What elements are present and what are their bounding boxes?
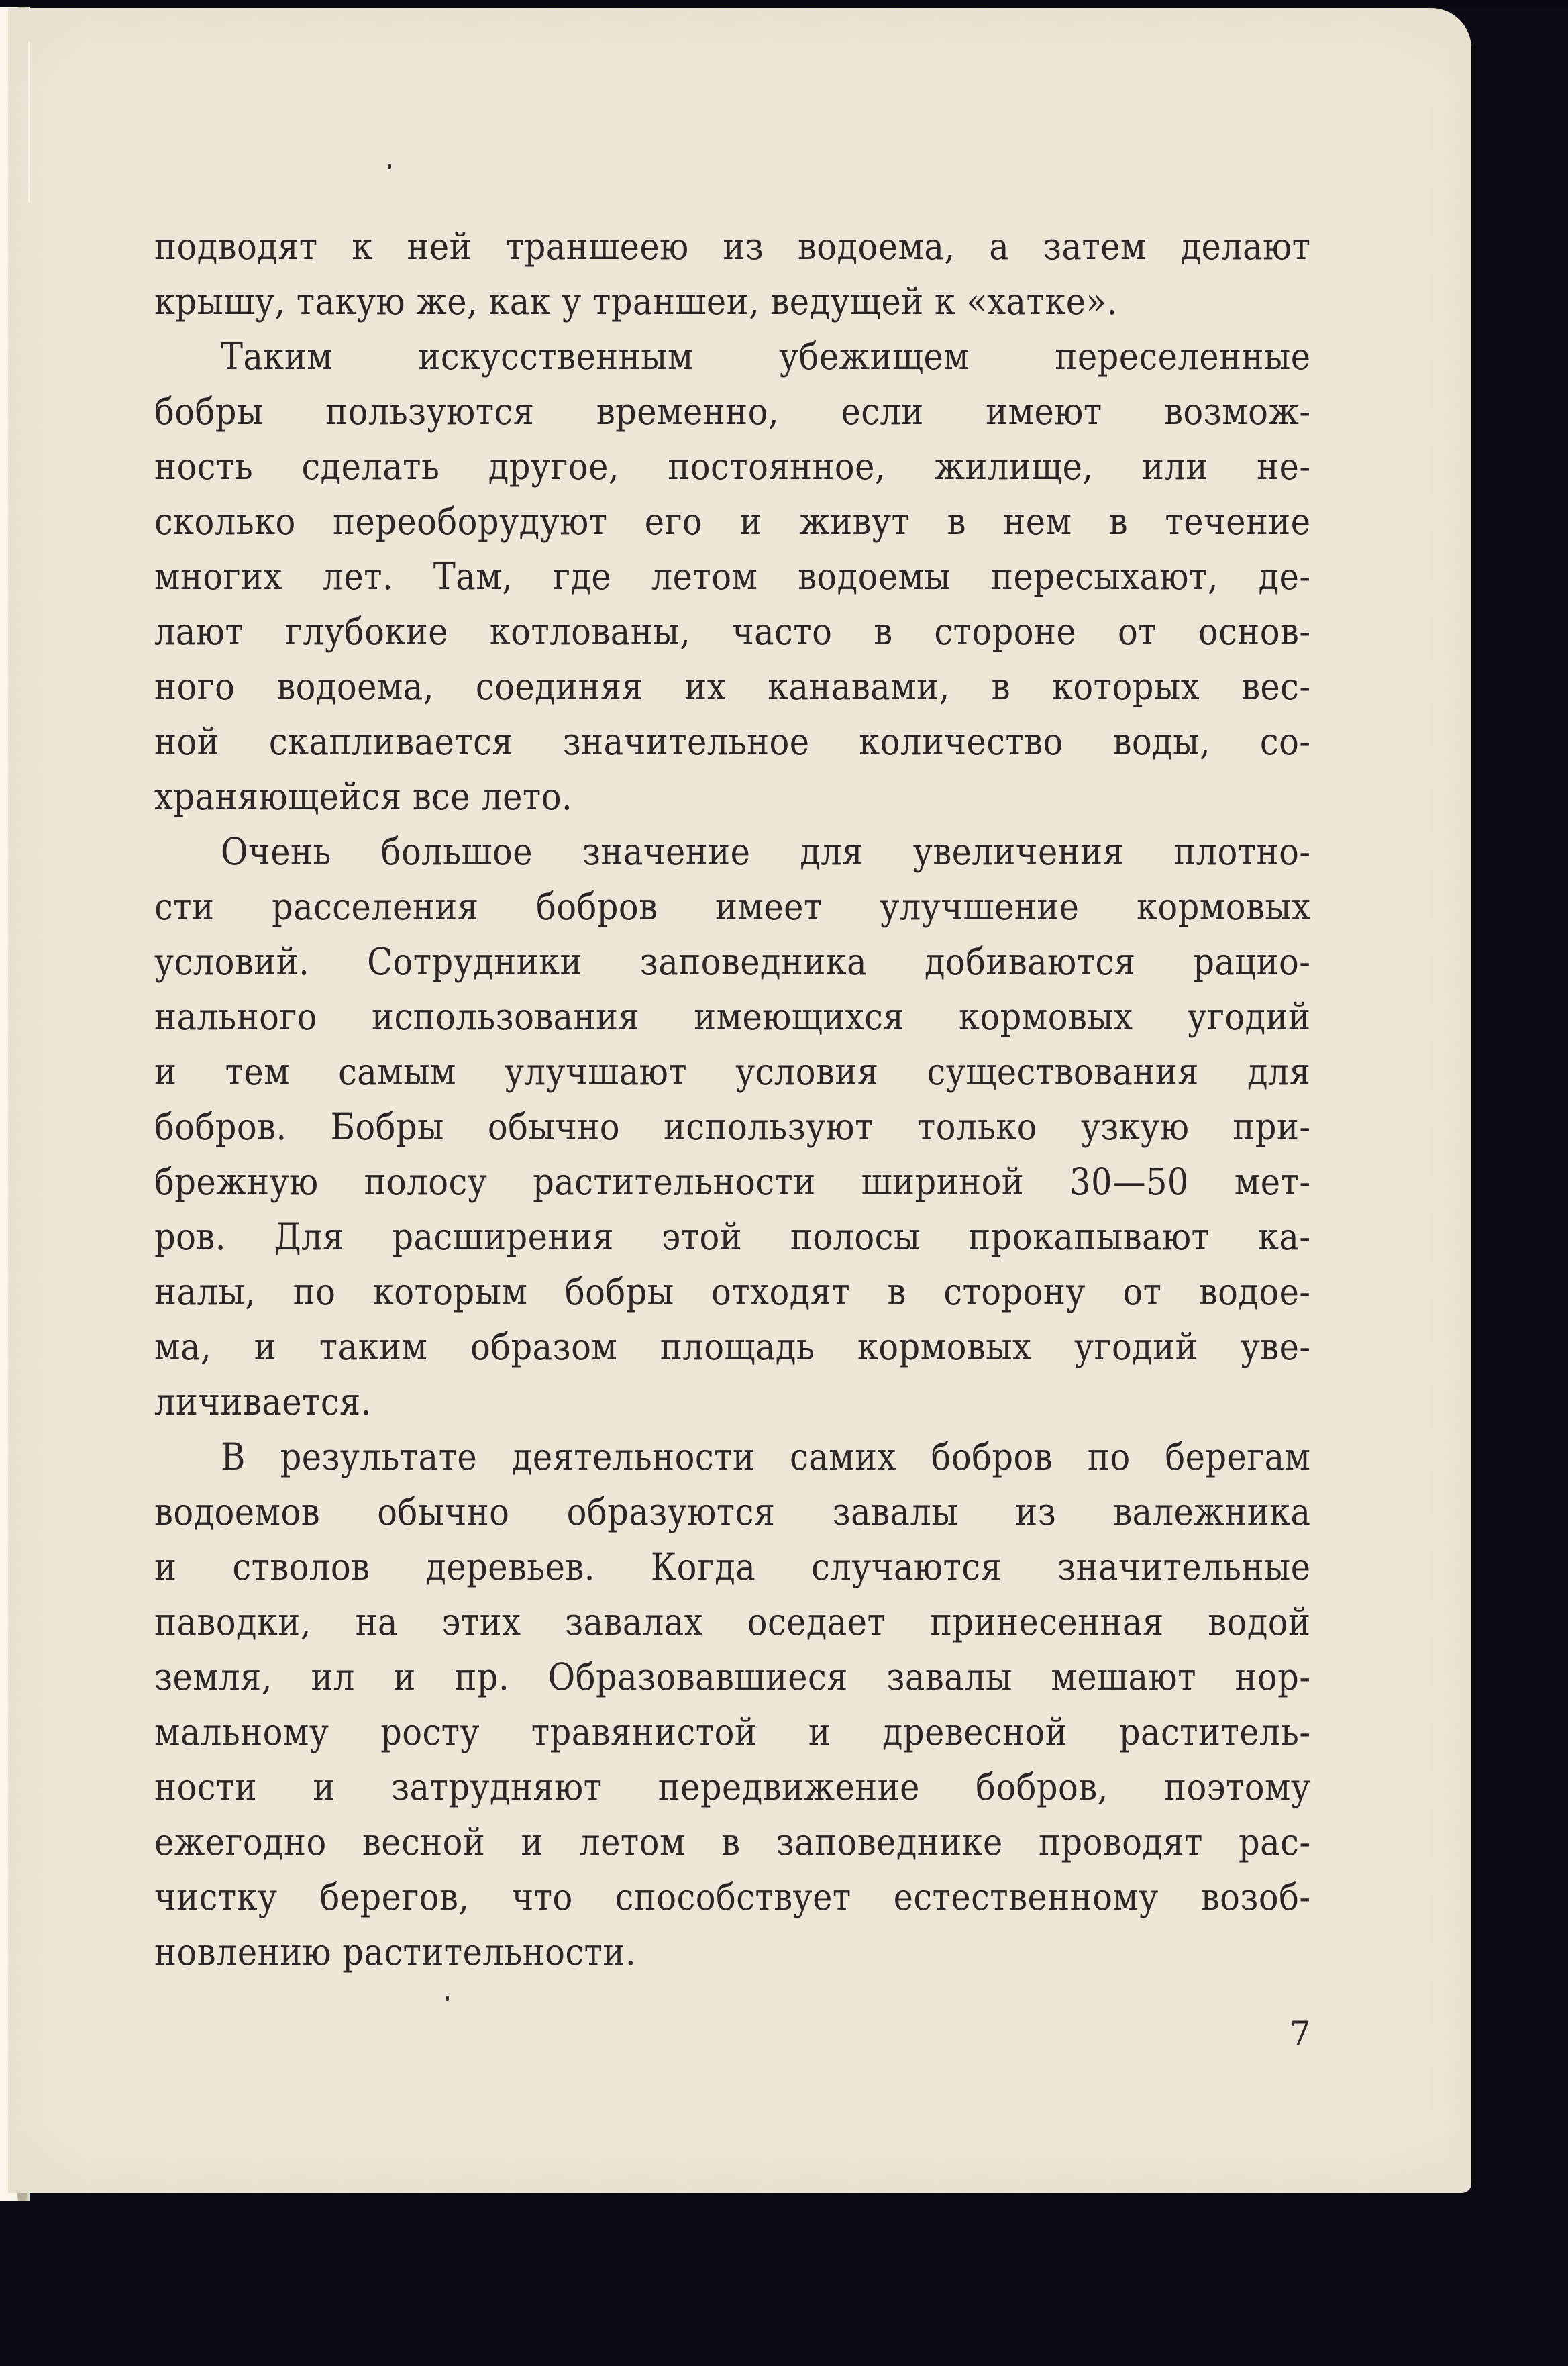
text-line: сти расселения бобров имеет улучшение кормовых [154,885,1311,928]
text-line: ной скапливается значительное количество воды, со- [154,720,1311,763]
text-line: земля, ил и пр. Образовавшиеся завалы мешают нор- [154,1655,1311,1698]
paper-crease [28,42,30,203]
text-line: ежегодно весной и летом в заповеднике проводят рас- [154,1820,1311,1863]
text-line: ров. Для расширения этой полосы прокапывают ка- [154,1215,1311,1258]
text-line: В результате деятельности самих бобров по берегам [221,1435,1311,1478]
text-line: бобров. Бобры обычно используют только узкую при- [154,1105,1311,1148]
text-line: личивается. [154,1380,372,1423]
text-line: многих лет. Там, где летом водоемы пересыхают, де- [154,555,1311,598]
text-line: ности и затрудняют передвижение бобров, поэтому [154,1765,1311,1808]
text-line: налы, по которым бобры отходят в сторону от водое- [154,1270,1311,1313]
text-line: Очень большое значение для увеличения плотно- [221,830,1311,873]
paragraph [154,1429,1311,1979]
book-page [8,8,1471,2193]
scan-background-top [0,0,1568,7]
text-line: водоемов обычно образуются завалы из валежника [154,1490,1311,1533]
text-line: бобры пользуются временно, если имеют возмож- [154,390,1311,433]
text-line: и стволов деревьев. Когда случаются значительные [154,1545,1311,1588]
text-line: Таким искусственным убежищем переселенные [221,335,1311,378]
paragraph [154,329,1311,824]
text-line: брежную полосу растительности шириной 30—50 мет- [154,1160,1311,1203]
text-line: новлению растительности. [154,1931,637,1973]
text-line: ность сделать другое, постоянное, жилище, или не- [154,445,1311,488]
text-line: храняющейся все лето. [154,775,573,818]
text-line: сколько переоборудуют его и живут в нем в течение [154,500,1311,543]
text-line: чистку берегов, что способствует естественному возоб- [154,1875,1311,1918]
text-line: ного водоема, соединяя их канавами, в которых вес- [154,665,1311,708]
paragraph [154,219,1311,329]
text-line: ма, и таким образом площадь кормовых угодий уве- [154,1325,1311,1368]
text-line: паводки, на этих завалах оседает принесенная водой [154,1600,1311,1643]
text-line: лают глубокие котлованы, часто в стороне от основ- [154,610,1311,653]
paragraph [154,824,1311,1429]
text-line: нального использования имеющихся кормовых угодий [154,995,1311,1038]
ink-speck [388,164,391,169]
text-line: мальному росту травянистой и древесной раститель- [154,1710,1311,1753]
text-line: подводят к ней траншеею из водоема, а затем делают [154,225,1311,268]
page-number: 7 [1290,2014,1311,2053]
text-line: условий. Сотрудники заповедника добиваются рацио- [154,940,1311,983]
text-line: и тем самым улучшают условия существования для [154,1050,1311,1093]
body-text [154,219,1311,1979]
text-line: крышу, такую же, как у траншеи, ведущей к «хатке». [154,280,1118,323]
ink-speck [446,1996,449,2001]
